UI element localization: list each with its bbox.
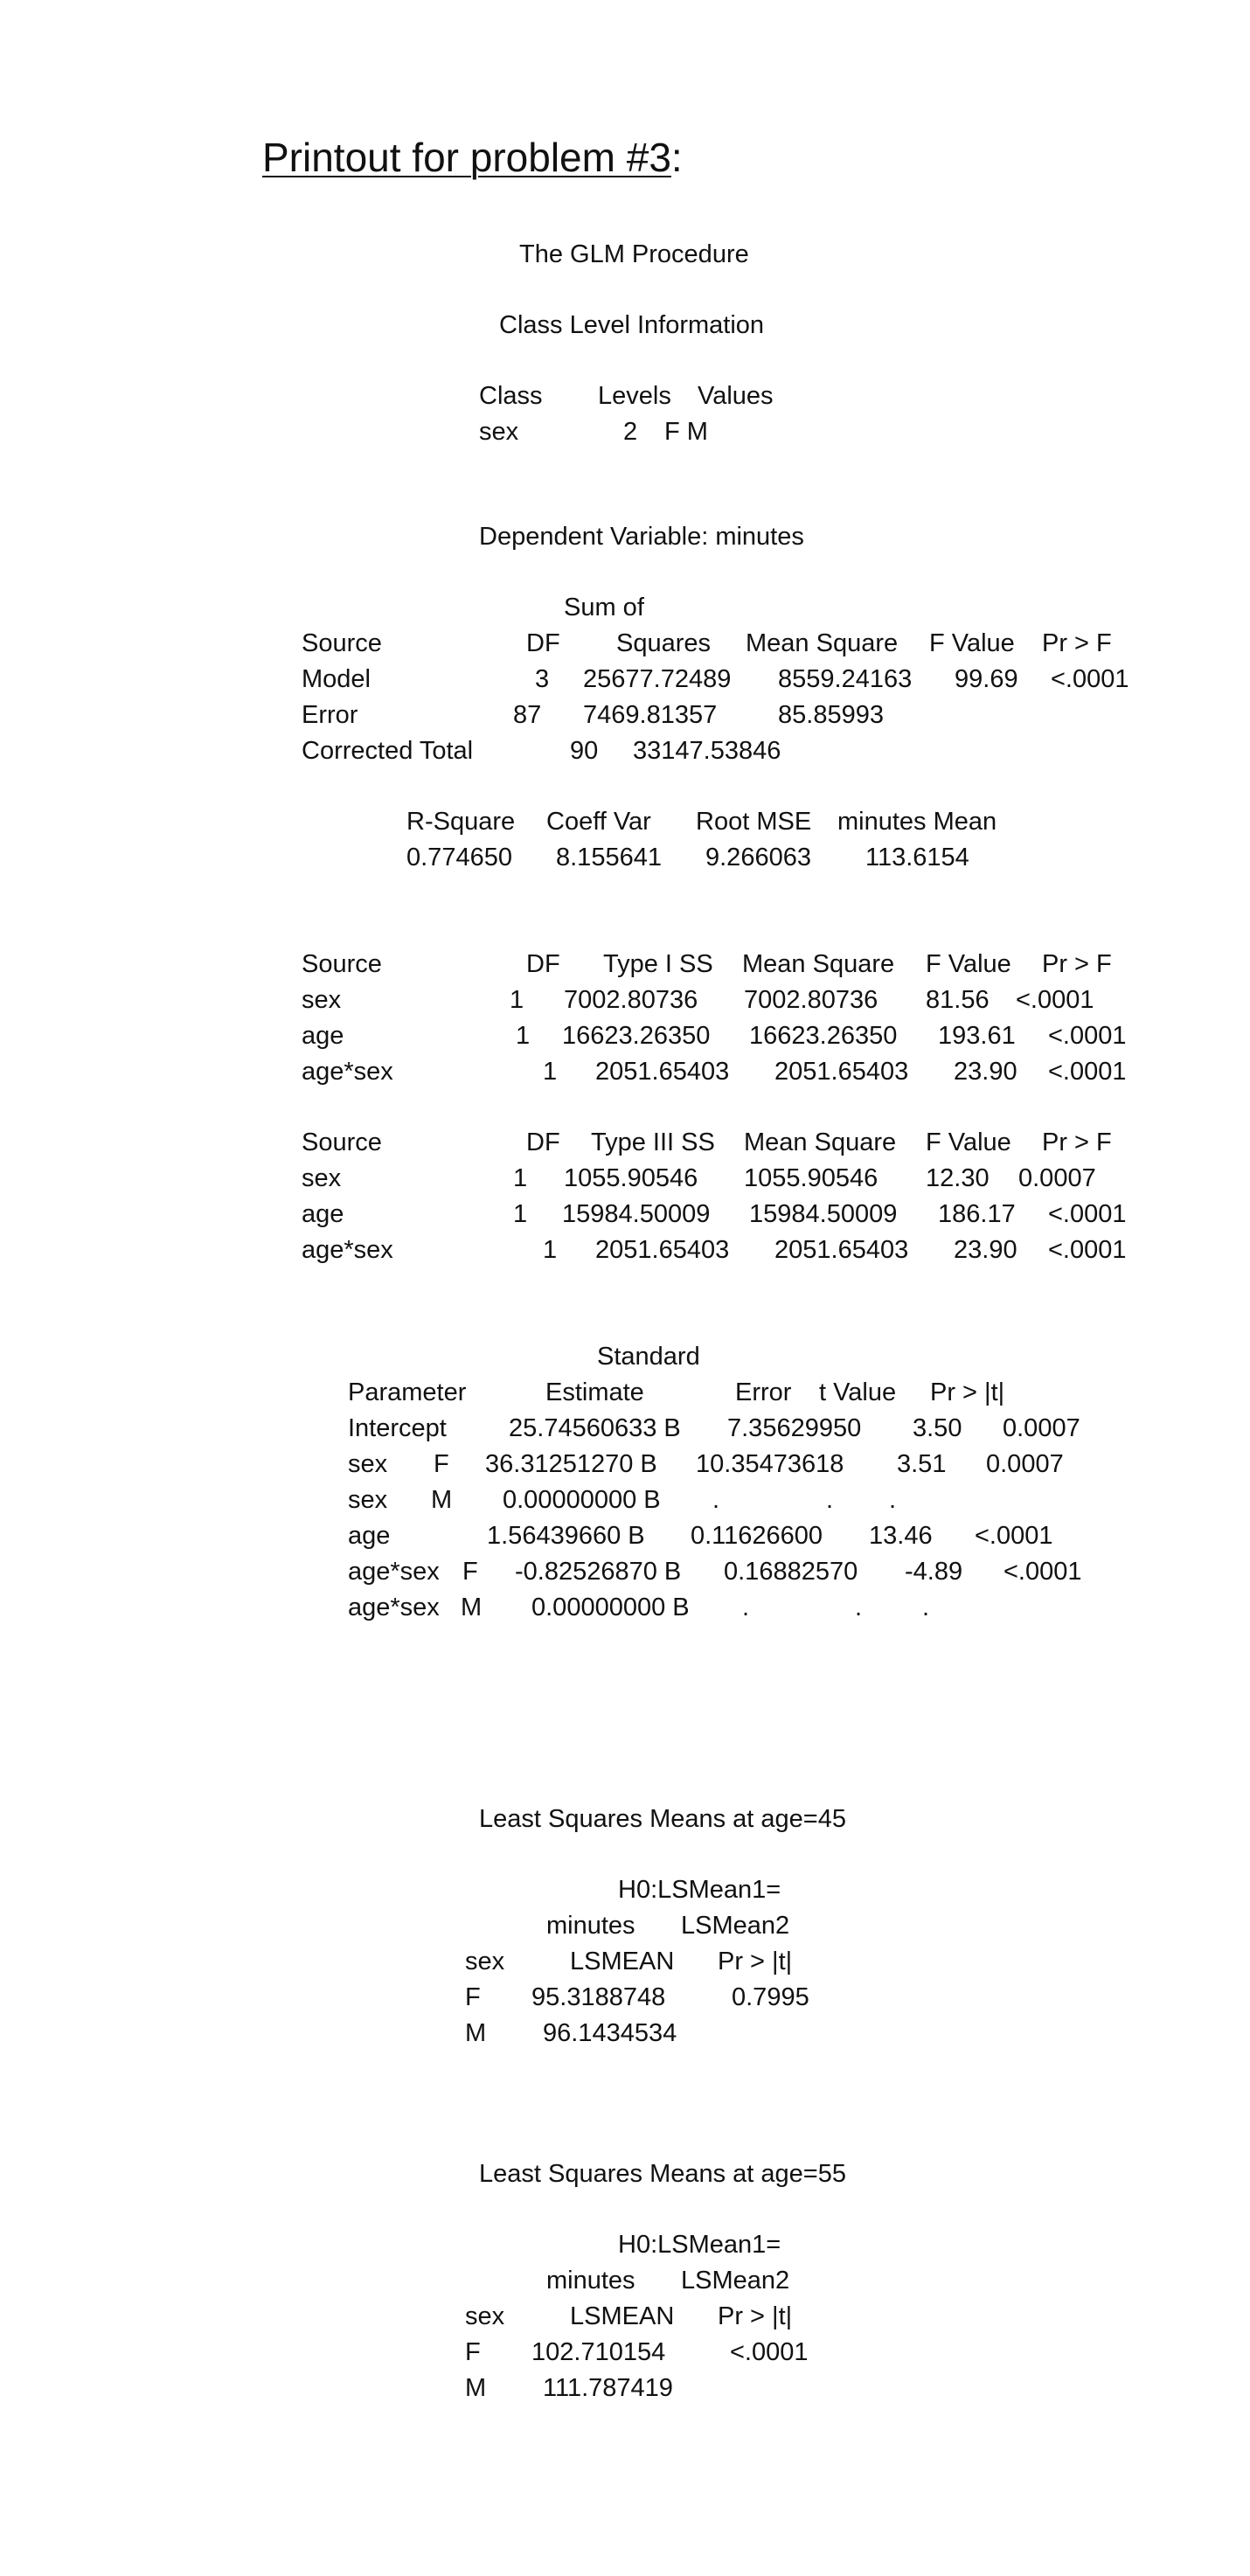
fit-value-root-mse: 9.266063 — [705, 844, 811, 871]
lsmeans45-m-sex: M — [465, 2019, 487, 2047]
est-age-estimate: 1.56439660 B — [487, 1522, 645, 1550]
est-intercept-p: 0.0007 — [1003, 1414, 1080, 1442]
type3-agesex-ss: 2051.65403 — [595, 1236, 730, 1264]
anova-header-source: Source — [302, 629, 382, 657]
anova-error-source: Error — [302, 701, 358, 729]
lsmeans55-h0-label: H0:LSMean1= — [618, 2231, 781, 2259]
anova-header-pr-f: Pr > F — [1042, 629, 1112, 657]
est-agesexf-param: age*sex — [348, 1558, 440, 1586]
est-sexm-p: . — [889, 1486, 897, 1514]
lsmeans45-header-lsmean: LSMEAN — [570, 1948, 675, 1975]
est-sexm-level: M — [431, 1486, 453, 1514]
type3-header-f: F Value — [926, 1128, 1011, 1156]
lsmeans55-f-lsmean: 102.710154 — [531, 2338, 666, 2366]
type1-age-f: 193.61 — [938, 1022, 1016, 1050]
anova-header-df: DF — [526, 629, 560, 657]
estimates-standard-label: Standard — [597, 1343, 700, 1371]
lsmeans45-title: Least Squares Means at age=45 — [479, 1805, 846, 1833]
est-sexf-estimate: 36.31251270 B — [485, 1450, 657, 1478]
anova-model-f: 99.69 — [955, 665, 1018, 693]
type1-agesex-source: age*sex — [302, 1058, 393, 1086]
dependent-variable: Dependent Variable: minutes — [479, 523, 804, 551]
type1-header-p: Pr > F — [1042, 950, 1112, 978]
type3-age-f: 186.17 — [938, 1200, 1016, 1228]
est-age-error: 0.11626600 — [691, 1522, 823, 1550]
est-agesexm-p: . — [922, 1594, 930, 1621]
type3-header-df: DF — [526, 1128, 560, 1156]
est-intercept-estimate: 25.74560633 B — [509, 1414, 681, 1442]
est-sexf-p: 0.0007 — [986, 1450, 1064, 1478]
type3-age-ss: 15984.50009 — [562, 1200, 711, 1228]
type3-agesex-p: <.0001 — [1048, 1236, 1127, 1264]
lsmeans45-f-sex: F — [465, 1983, 481, 2011]
type1-age-p: <.0001 — [1048, 1022, 1127, 1050]
anova-model-p: <.0001 — [1051, 665, 1129, 693]
page-title-text: Printout for problem #3 — [262, 135, 671, 180]
est-intercept-t: 3.50 — [913, 1414, 962, 1442]
est-sexm-error: . — [712, 1486, 720, 1514]
anova-sum-of-label: Sum of — [564, 594, 644, 621]
lsmeans55-title: Least Squares Means at age=55 — [479, 2160, 846, 2188]
lsmeans45-header-p: Pr > |t| — [718, 1948, 793, 1975]
anova-model-ms: 8559.24163 — [778, 665, 913, 693]
anova-model-source: Model — [302, 665, 371, 693]
fit-header-mean: minutes Mean — [837, 808, 997, 836]
page-title-colon: : — [670, 135, 683, 180]
type1-sex-ss: 7002.80736 — [564, 986, 698, 1014]
est-sexf-t: 3.51 — [897, 1450, 947, 1478]
est-header-estimate: Estimate — [545, 1378, 644, 1406]
class-header-levels: Levels — [598, 382, 671, 410]
est-header-p: Pr > |t| — [930, 1378, 1005, 1406]
anova-model-df: 3 — [535, 665, 550, 693]
type1-sex-ms: 7002.80736 — [744, 986, 878, 1014]
est-intercept-param: Intercept — [348, 1414, 447, 1442]
type1-header-f: F Value — [926, 950, 1011, 978]
type3-sex-ms: 1055.90546 — [744, 1164, 878, 1192]
type1-sex-source: sex — [302, 986, 342, 1014]
lsmeans55-f-p: <.0001 — [730, 2338, 809, 2366]
type3-header-ms: Mean Square — [744, 1128, 897, 1156]
lsmeans45-header-sex: sex — [465, 1948, 505, 1975]
type1-age-ms: 16623.26350 — [749, 1022, 898, 1050]
class-row-values: F M — [664, 418, 708, 446]
type3-sex-p: 0.0007 — [1018, 1164, 1096, 1192]
type1-age-ss: 16623.26350 — [562, 1022, 711, 1050]
type1-header-ms: Mean Square — [742, 950, 895, 978]
est-age-t: 13.46 — [869, 1522, 933, 1550]
est-header-parameter: Parameter — [348, 1378, 467, 1406]
type3-age-p: <.0001 — [1048, 1200, 1127, 1228]
type3-sex-ss: 1055.90546 — [564, 1164, 698, 1192]
type1-age-df: 1 — [516, 1022, 531, 1050]
type3-agesex-ms: 2051.65403 — [774, 1236, 909, 1264]
type3-agesex-f: 23.90 — [954, 1236, 1017, 1264]
est-agesexf-level: F — [462, 1558, 478, 1586]
type1-agesex-f: 23.90 — [954, 1058, 1017, 1086]
fit-value-coeff-var: 8.155641 — [556, 844, 662, 871]
est-age-p: <.0001 — [975, 1522, 1053, 1550]
type3-header-source: Source — [302, 1128, 382, 1156]
type3-agesex-df: 1 — [543, 1236, 558, 1264]
fit-header-root-mse: Root MSE — [696, 808, 812, 836]
anova-total-ss: 33147.53846 — [633, 737, 781, 765]
est-sexm-param: sex — [348, 1486, 388, 1514]
type1-sex-f: 81.56 — [926, 986, 990, 1014]
est-agesexf-error: 0.16882570 — [724, 1558, 858, 1586]
est-agesexm-param: age*sex — [348, 1594, 440, 1621]
lsmeans55-m-sex: M — [465, 2374, 487, 2402]
type3-header-ss: Type III SS — [591, 1128, 715, 1156]
class-row-class: sex — [479, 418, 519, 446]
type3-age-df: 1 — [513, 1200, 528, 1228]
est-agesexm-t: . — [855, 1594, 863, 1621]
est-agesexf-estimate: -0.82526870 B — [515, 1558, 682, 1586]
est-agesexm-level: M — [461, 1594, 483, 1621]
lsmeans55-m-lsmean: 111.787419 — [543, 2374, 673, 2402]
anova-total-source: Corrected Total — [302, 737, 474, 765]
type1-header-df: DF — [526, 950, 560, 978]
est-header-t-value: t Value — [819, 1378, 897, 1406]
type3-sex-f: 12.30 — [926, 1164, 990, 1192]
lsmeans55-lsmean2-label: LSMean2 — [681, 2267, 790, 2295]
est-sexf-param: sex — [348, 1450, 388, 1478]
type1-agesex-ss: 2051.65403 — [595, 1058, 730, 1086]
est-agesexm-estimate: 0.00000000 B — [531, 1594, 690, 1621]
type3-age-ms: 15984.50009 — [749, 1200, 898, 1228]
type1-sex-p: <.0001 — [1016, 986, 1094, 1014]
anova-header-mean-square: Mean Square — [746, 629, 899, 657]
type3-header-p: Pr > F — [1042, 1128, 1112, 1156]
est-agesexf-t: -4.89 — [905, 1558, 963, 1586]
type1-sex-df: 1 — [510, 986, 524, 1014]
est-sexf-level: F — [434, 1450, 449, 1478]
lsmeans45-m-lsmean: 96.1434534 — [543, 2019, 677, 2047]
anova-header-f-value: F Value — [929, 629, 1015, 657]
lsmeans45-f-p: 0.7995 — [732, 1983, 809, 2011]
est-age-param: age — [348, 1522, 391, 1550]
class-info-heading: Class Level Information — [499, 311, 765, 339]
est-sexm-estimate: 0.00000000 B — [503, 1486, 661, 1514]
type1-agesex-df: 1 — [543, 1058, 558, 1086]
est-sexf-error: 10.35473618 — [696, 1450, 844, 1478]
type1-agesex-p: <.0001 — [1048, 1058, 1127, 1086]
lsmeans55-header-lsmean: LSMEAN — [570, 2302, 675, 2330]
lsmeans55-header-sex: sex — [465, 2302, 505, 2330]
type1-age-source: age — [302, 1022, 344, 1050]
fit-header-rsquare: R-Square — [406, 808, 516, 836]
fit-value-rsquare: 0.774650 — [406, 844, 512, 871]
type3-age-source: age — [302, 1200, 344, 1228]
est-header-error: Error — [735, 1378, 792, 1406]
type3-sex-source: sex — [302, 1164, 342, 1192]
lsmeans55-minutes-label: minutes — [546, 2267, 635, 2295]
page-title — [262, 134, 683, 181]
lsmeans45-h0-label: H0:LSMean1= — [618, 1876, 781, 1904]
anova-header-squares: Squares — [616, 629, 712, 657]
lsmeans55-header-p: Pr > |t| — [718, 2302, 793, 2330]
lsmeans45-lsmean2-label: LSMean2 — [681, 1912, 790, 1940]
anova-error-df: 87 — [513, 701, 542, 729]
type1-agesex-ms: 2051.65403 — [774, 1058, 909, 1086]
fit-header-coeff-var: Coeff Var — [546, 808, 651, 836]
type3-agesex-source: age*sex — [302, 1236, 393, 1264]
type1-header-source: Source — [302, 950, 382, 978]
anova-error-ss: 7469.81357 — [583, 701, 718, 729]
fit-value-mean: 113.6154 — [865, 844, 969, 871]
lsmeans55-f-sex: F — [465, 2338, 481, 2366]
anova-model-ss: 25677.72489 — [583, 665, 732, 693]
type1-header-ss: Type I SS — [603, 950, 713, 978]
class-header-class: Class — [479, 382, 543, 410]
procedure-title: The GLM Procedure — [519, 240, 749, 268]
anova-error-ms: 85.85993 — [778, 701, 884, 729]
class-row-levels: 2 — [623, 418, 638, 446]
est-agesexf-p: <.0001 — [1003, 1558, 1082, 1586]
est-intercept-error: 7.35629950 — [727, 1414, 862, 1442]
lsmeans45-f-lsmean: 95.3188748 — [531, 1983, 666, 2011]
anova-total-df: 90 — [570, 737, 599, 765]
est-agesexm-error: . — [742, 1594, 750, 1621]
type3-sex-df: 1 — [513, 1164, 528, 1192]
lsmeans45-minutes-label: minutes — [546, 1912, 635, 1940]
class-header-values: Values — [698, 382, 774, 410]
est-sexm-t: . — [826, 1486, 834, 1514]
